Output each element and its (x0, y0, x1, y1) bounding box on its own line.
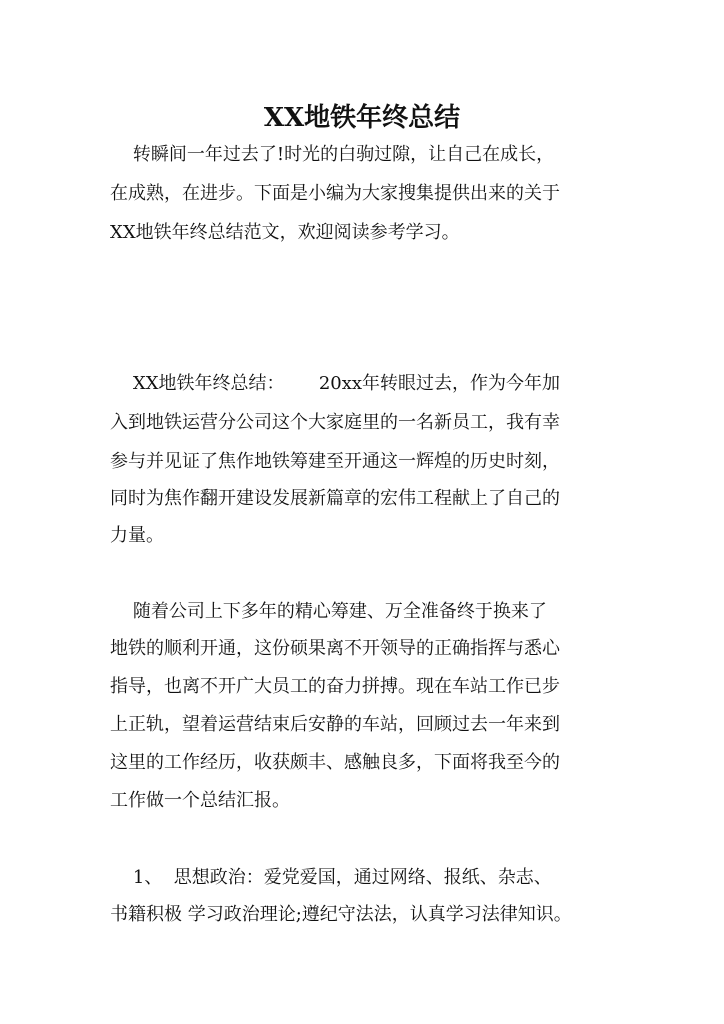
paragraph-2-line: 指导，也离不开广大员工的奋力拼搏。现在车站工作已步 (110, 676, 560, 697)
paragraph-2-line: 工作做一个总结汇报。 (110, 790, 290, 811)
paragraph-2-line: 地铁的顺利开通，这份硕果离不开领导的正确指挥与悉心 (110, 638, 560, 659)
paragraph-1-line: 入到地铁运营分公司这个大家庭里的一名新员工，我有幸 (110, 412, 560, 433)
paragraph-2-line: 随着公司上下多年的精心筹建、万全准备终于换来了 (110, 601, 547, 622)
paragraph-1-line: 力量。 (110, 525, 164, 546)
paragraph-3-line: 1、 思想政治：爱党爱国，通过网络、报纸、杂志、 (110, 867, 552, 888)
paragraph-1-line: 参与并见证了焦作地铁筹建至开通这一辉煌的历史时刻， (110, 451, 560, 472)
document-title: XX地铁年终总结 (263, 103, 461, 133)
paragraph-3-line: 书籍积极 学习政治理论;遵纪守法法，认真学习法律知识。 (110, 904, 572, 925)
paragraph-2-line: 上正轨，望着运营结束后安静的车站，回顾过去一年来到 (110, 714, 560, 735)
paragraph-2-line: 这里的工作经历，收获颇丰、感触良多，下面将我至今的 (110, 752, 560, 773)
intro-line: XX地铁年终总结范文，欢迎阅读参考学习。 (110, 222, 460, 243)
paragraph-1-line: XX地铁年终总结： 20xx年转眼过去，作为今年加 (110, 373, 561, 394)
paragraph-1-line: 同时为焦作翻开建设发展新篇章的宏伟工程献上了自己的 (110, 488, 560, 509)
intro-line: 在成熟，在进步。下面是小编为大家搜集提供出来的关于 (110, 183, 560, 204)
intro-line: 转瞬间一年过去了!时光的白驹过隙，让自己在成长， (110, 144, 555, 165)
